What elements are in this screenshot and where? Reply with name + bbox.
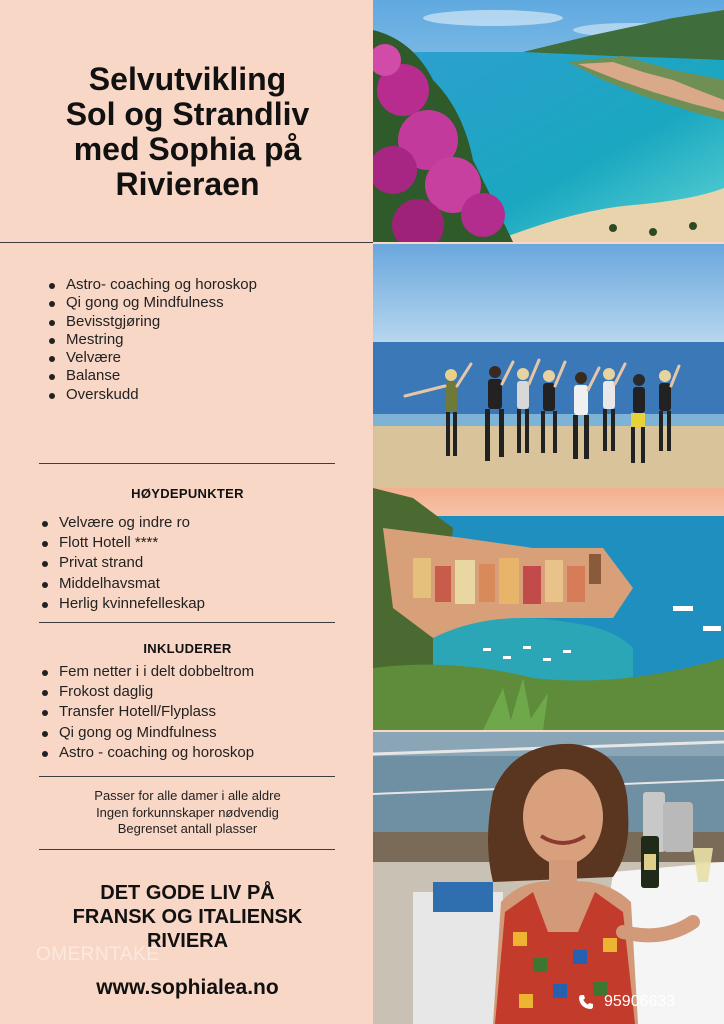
title-line: med Sophia på: [73, 131, 302, 167]
divider: [39, 622, 335, 623]
list-item: Astro- coaching og horoskop: [46, 276, 257, 294]
phone-number: 95906633: [604, 993, 676, 1010]
list-item: Qi gong og Mindfulness: [39, 723, 254, 743]
highlights-heading: HØYDEPUNKTER: [131, 486, 244, 501]
list-item: Privat strand: [39, 553, 205, 573]
list-item: Astro - coaching og horoskop: [39, 743, 254, 763]
list-item: Herlig kvinnefelleskap: [39, 594, 205, 614]
list-item: Transfer Hotell/Flyplass: [39, 702, 254, 722]
list-item: Velvære og indre ro: [39, 513, 205, 533]
list-item: Flott Hotell ****: [39, 533, 205, 553]
phone-icon: [578, 994, 594, 1010]
tagline: [30, 881, 345, 953]
list-item: Velvære: [46, 349, 257, 367]
tagline-line: FRANSK OG ITALIENSK: [72, 906, 303, 928]
list-item: Overskudd: [46, 386, 257, 404]
title-line: Selvutvikling: [88, 61, 287, 97]
topics-list: [46, 276, 257, 404]
tagline-line: DET GODE LIV PÅ: [100, 882, 275, 904]
list-item: Balanse: [46, 367, 257, 385]
note-line: Passer for alle damer i alle aldre: [94, 788, 281, 803]
list-item: Fem netter i i delt dobbeltrom: [39, 662, 254, 682]
divider: [39, 776, 335, 777]
cinque-terre-photo: [373, 488, 724, 730]
highlights-list: [39, 513, 205, 614]
includes-list: [39, 662, 254, 763]
riviera-coast-photo: [373, 0, 724, 242]
sophia-portrait-photo: [373, 732, 724, 1024]
website-link[interactable]: www.sophialea.no: [96, 976, 279, 999]
phone-contact[interactable]: [578, 990, 675, 1014]
note-line: Begrenset antall plasser: [117, 821, 258, 836]
list-item: Middelhavsmat: [39, 574, 205, 594]
divider: [0, 242, 373, 243]
photo-column: [373, 0, 724, 1024]
divider: [39, 849, 335, 850]
title-line: Sol og Strandliv: [65, 96, 310, 132]
title-line: Rivieraen: [115, 166, 260, 202]
beach-qigong-photo: [373, 244, 724, 488]
list-item: Mestring: [46, 331, 257, 349]
list-item: Bevisstgjøring: [46, 313, 257, 331]
divider: [39, 463, 335, 464]
includes-heading: INKLUDERER: [143, 641, 232, 656]
flyer-title: [20, 62, 355, 202]
list-item: Frokost daglig: [39, 682, 254, 702]
note-line: Ingen forkunnskaper nødvendig: [96, 804, 279, 820]
notes: [40, 788, 335, 838]
watermark: OMERNTAKE: [36, 944, 160, 965]
list-item: Qi gong og Mindfulness: [46, 294, 257, 312]
tagline-line: RIVIERA: [146, 930, 229, 952]
